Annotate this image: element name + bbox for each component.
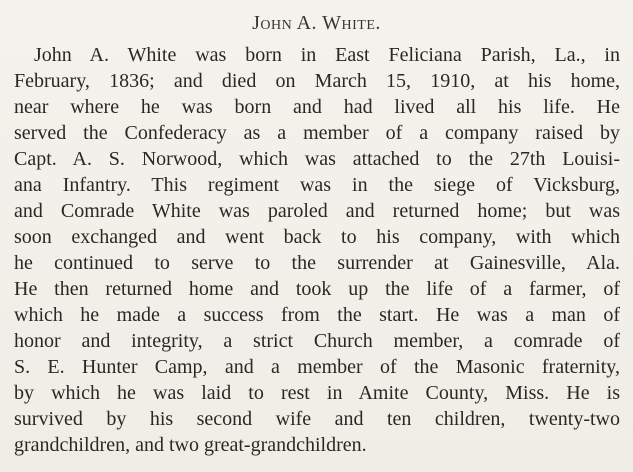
body-line: ana Infantry. This regiment was in the siege of Vicksburg, xyxy=(14,174,620,196)
body-line: S. E. Hunter Camp, and a member of the Masonic fraternity, xyxy=(14,356,620,378)
body-line: soon exchanged and went back to his company, with which xyxy=(14,226,620,248)
body-line: he continued to serve to the surrender at Gainesville, Ala. xyxy=(14,252,620,274)
body-line: which he made a success from the start. He was a man of xyxy=(14,304,620,326)
article-title: John A. White. xyxy=(252,12,381,34)
body-line: by which he was laid to rest in Amite County, Miss. He is xyxy=(14,382,620,404)
body-line: John A. White was born in East Feliciana Parish, La., in xyxy=(34,44,620,66)
body-line: Capt. A. S. Norwood, which was attached to the 27th Louisi- xyxy=(14,148,620,170)
body-line: served the Confederacy as a member of a company raised by xyxy=(14,122,620,144)
body-line: February, 1836; and died on March 15, 1910, at his home, xyxy=(14,70,620,92)
article-body xyxy=(14,42,620,458)
body-line: survived by his second wife and ten children, twenty-two xyxy=(14,408,620,430)
body-line: honor and integrity, a strict Church member, a comrade of xyxy=(14,330,620,352)
body-line: and Comrade White was paroled and returned home; but was xyxy=(14,200,620,222)
body-line: near where he was born and had lived all his life. He xyxy=(14,96,620,118)
body-line: grandchildren, and two great-grandchildren. xyxy=(14,434,367,456)
body-line: He then returned home and took up the life of a farmer, of xyxy=(14,278,620,300)
